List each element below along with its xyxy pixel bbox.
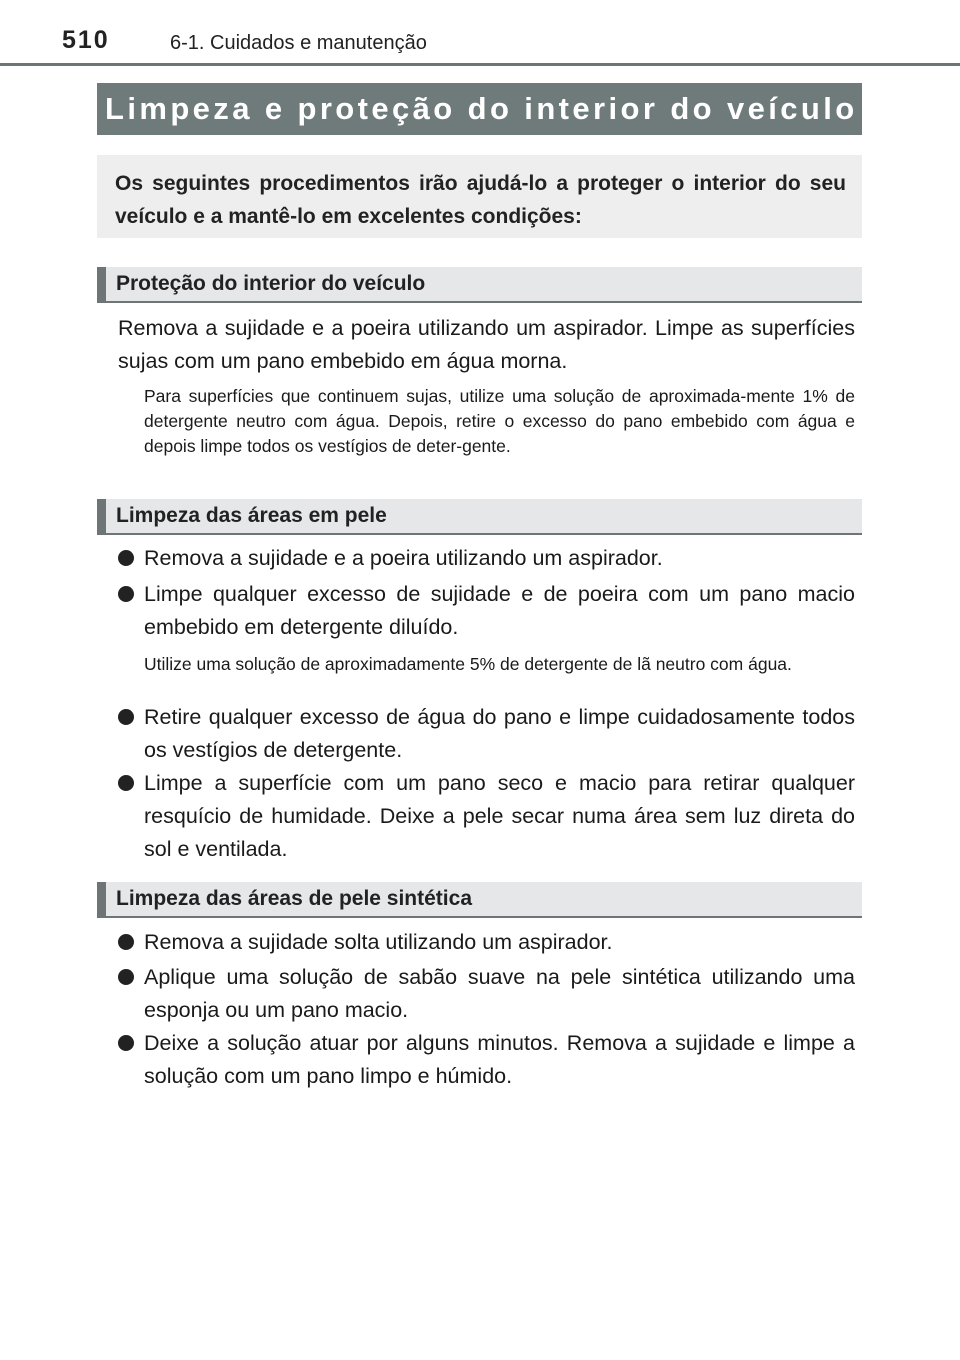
list-item	[118, 767, 855, 866]
section-note: Para superfícies que continuem sujas, utilize uma solução de aproximada-mente 1% de detergente neutro com água. Depois, retire o excesso do pano embebido com água e depois limpe todos os vestígios de deter-gente.	[144, 386, 855, 456]
list-item	[118, 1027, 855, 1093]
list-item-text: Remova a sujidade solta utilizando um aspirador.	[144, 930, 613, 954]
bullet-icon	[118, 550, 134, 566]
section-paragraph: Remova a sujidade e a poeira utilizando um aspirador. Limpe as superfícies sujas com um pano embebido em água morna.	[118, 316, 855, 373]
section-heading-synthetic-leather-cleaning: Limpeza das áreas de pele sintética	[97, 882, 862, 918]
list-item-text: Remova a sujidade e a poeira utilizando um aspirador.	[144, 546, 663, 570]
section-reference: 6-1. Cuidados e manutenção	[170, 32, 427, 54]
page-title: Limpeza e proteção do interior do veículo	[97, 83, 862, 135]
list-item	[118, 542, 855, 575]
list-item	[118, 926, 855, 959]
bullet-icon	[118, 1035, 134, 1051]
list-item-text: Aplique uma solução de sabão suave na pele sintética utilizando uma esponja ou um pano macio.	[144, 965, 855, 1022]
list-item-text: Deixe a solução atuar por alguns minutos. Remova a sujidade e limpe a solução com um pano limpo e húmido.	[144, 1031, 855, 1088]
section-heading-leather-cleaning: Limpeza das áreas em pele	[97, 499, 862, 535]
list-item-text: Limpe qualquer excesso de sujidade e de poeira com um pano macio embebido em detergente diluído.	[144, 582, 855, 639]
list-item	[118, 701, 855, 767]
list-item	[118, 961, 855, 1027]
bullet-icon	[118, 969, 134, 985]
bullet-icon	[118, 775, 134, 791]
page-header	[0, 0, 960, 66]
bullet-icon	[118, 709, 134, 725]
list-item	[118, 578, 855, 644]
bullet-icon	[118, 934, 134, 950]
list-item-text: Limpe a superfície com um pano seco e macio para retirar qualquer resquício de humidade. Deixe a pele secar numa área sem luz direta do sol e ventilada.	[144, 771, 855, 861]
intro-box: Os seguintes procedimentos irão ajudá-lo a proteger o interior do seu veículo e a mantê-lo em excelentes condições:	[97, 155, 862, 238]
list-item-text: Retire qualquer excesso de água do pano e limpe cuidadosamente todos os vestígios de detergente.	[144, 705, 855, 762]
section-heading-interior-protection: Proteção do interior do veículo	[97, 267, 862, 303]
header-divider	[0, 63, 960, 66]
bullet-icon	[118, 586, 134, 602]
section-note: Utilize uma solução de aproximadamente 5% de detergente de lã neutro com água.	[144, 654, 792, 674]
page-number: 510	[62, 26, 110, 54]
